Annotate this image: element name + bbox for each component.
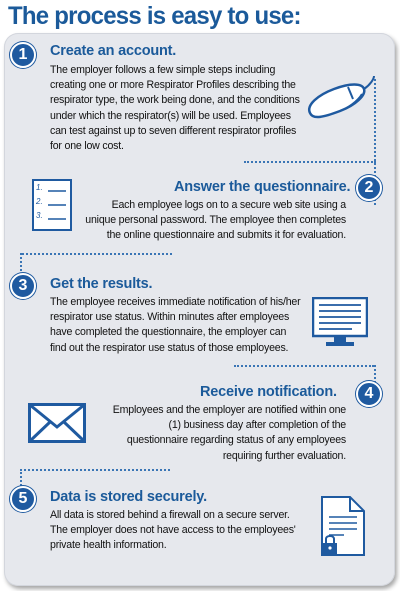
connector-2-3 <box>22 253 172 255</box>
step-5-badge: 5 <box>10 486 36 512</box>
step-4-badge: 4 <box>356 381 382 407</box>
step-4-body: Employees and the employer are notified within one (1) business day after completion of the questionnaire regarding status of any employees requiring further evaluation. <box>112 404 346 462</box>
step-1-title: Create an account. <box>50 43 177 59</box>
computer-monitor-icon <box>312 297 368 347</box>
connector-1-2-horizontal <box>244 161 376 163</box>
step-5-body: All data is stored behind a firewall on a secure server. The employer does not have access to the employees' private health information. <box>50 509 296 552</box>
step-3-title: Get the results. <box>50 276 153 292</box>
connector-4-5 <box>20 469 170 471</box>
list-number-1: 1. <box>36 183 43 192</box>
step-2-title: Answer the questionnaire. <box>174 179 351 195</box>
list-number-3: 3. <box>36 211 43 220</box>
step-5-title: Data is stored securely. <box>50 489 207 505</box>
envelope-icon <box>28 403 86 443</box>
list-number-2: 2. <box>36 197 43 206</box>
step-1-body: The employer follows a few simple steps including creating one or more Respirator Profiles describing the respirator type, the work being done, and the conditions under which the respirator(s) will be used. Employees can test against up to seven different respirator profiles for one low cost. <box>50 64 300 153</box>
numbered-list-icon <box>32 179 72 231</box>
locked-document-icon <box>320 495 366 557</box>
step-1-badge: 1 <box>10 42 36 68</box>
step-4-title: Receive notification. <box>200 384 337 400</box>
step-3-body: The employee receives immediate notification of his/her respirator use status. Within minutes after employees have completed the questionnaire, the employer can find out the respirator use status of those employees. <box>50 296 301 354</box>
step-2-body: Each employee logs on to a secure web site using a unique personal password. The employee then completes the online questionnaire and submits it for evaluation. <box>85 199 346 242</box>
step-2-badge: 2 <box>356 175 382 201</box>
computer-mouse-icon <box>304 75 376 125</box>
connector-3-4 <box>234 365 374 367</box>
step-3-badge: 3 <box>10 273 36 299</box>
headline: The process is easy to use: <box>8 2 301 30</box>
process-panel <box>4 33 395 586</box>
